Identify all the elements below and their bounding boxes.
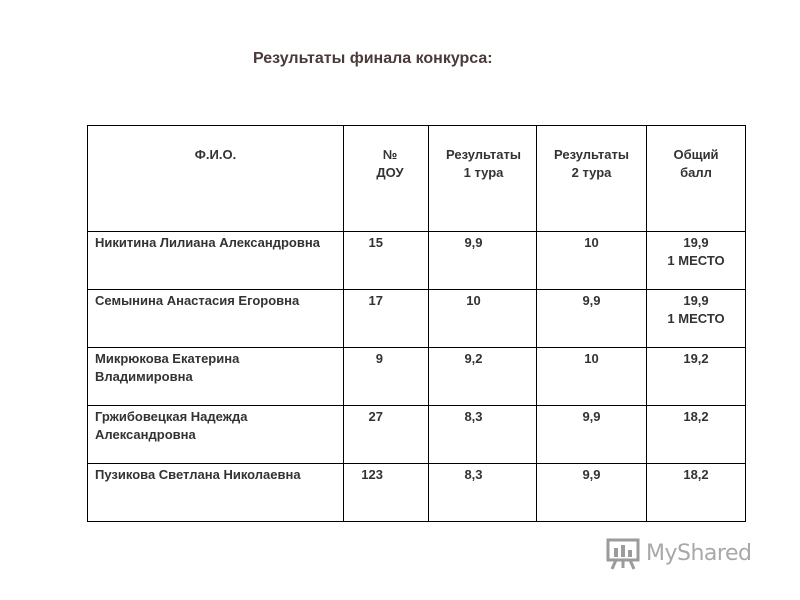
- place-badge: 1 МЕСТО: [667, 311, 725, 326]
- cell-dou: 9: [344, 348, 429, 406]
- cell-round2: 10: [537, 232, 647, 290]
- cell-dou: 123: [344, 464, 429, 522]
- cell-total: 18,2: [647, 464, 746, 522]
- watermark-text: MyShared: [646, 540, 752, 566]
- cell-dou: 17: [344, 290, 429, 348]
- results-table: [87, 125, 746, 522]
- cell-round2: 9,9: [537, 406, 647, 464]
- cell-name: Микрюкова Екатерина Владимировна: [88, 348, 344, 406]
- cell-round1: 8,3: [429, 406, 537, 464]
- header-name: Ф.И.О.: [88, 126, 344, 232]
- presentation-board-icon: [606, 536, 640, 570]
- cell-total: 18,2: [647, 406, 746, 464]
- table-row: [88, 232, 746, 290]
- cell-total: 19,9 1 МЕСТО: [647, 232, 746, 290]
- place-badge: 1 МЕСТО: [667, 253, 725, 268]
- cell-dou: 15: [344, 232, 429, 290]
- table-row: [88, 464, 746, 522]
- cell-name: Пузикова Светлана Николаевна: [88, 464, 344, 522]
- cell-round1: 10: [429, 290, 537, 348]
- cell-dou: 27: [344, 406, 429, 464]
- cell-round1: 9,9: [429, 232, 537, 290]
- table-row: [88, 290, 746, 348]
- watermark-logo: [606, 536, 751, 570]
- cell-round1: 8,3: [429, 464, 537, 522]
- table-row: [88, 348, 746, 406]
- page-title: Результаты финала конкурса:: [253, 50, 493, 67]
- cell-round1: 9,2: [429, 348, 537, 406]
- table-header-row: [88, 126, 746, 232]
- cell-round2: 10: [537, 348, 647, 406]
- cell-total: 19,9 1 МЕСТО: [647, 290, 746, 348]
- cell-name: Никитина Лилиана Александровна: [88, 232, 344, 290]
- cell-name: Гржибовецкая Надежда Александровна: [88, 406, 344, 464]
- table-row: [88, 406, 746, 464]
- header-dou: № ДОУ: [344, 126, 429, 232]
- header-total: Общий балл: [647, 126, 746, 232]
- cell-total: 19,2: [647, 348, 746, 406]
- cell-round2: 9,9: [537, 464, 647, 522]
- cell-round2: 9,9: [537, 290, 647, 348]
- header-round1: Результаты 1 тура: [429, 126, 537, 232]
- header-round2: Результаты 2 тура: [537, 126, 647, 232]
- cell-name: Семынина Анастасия Егоровна: [88, 290, 344, 348]
